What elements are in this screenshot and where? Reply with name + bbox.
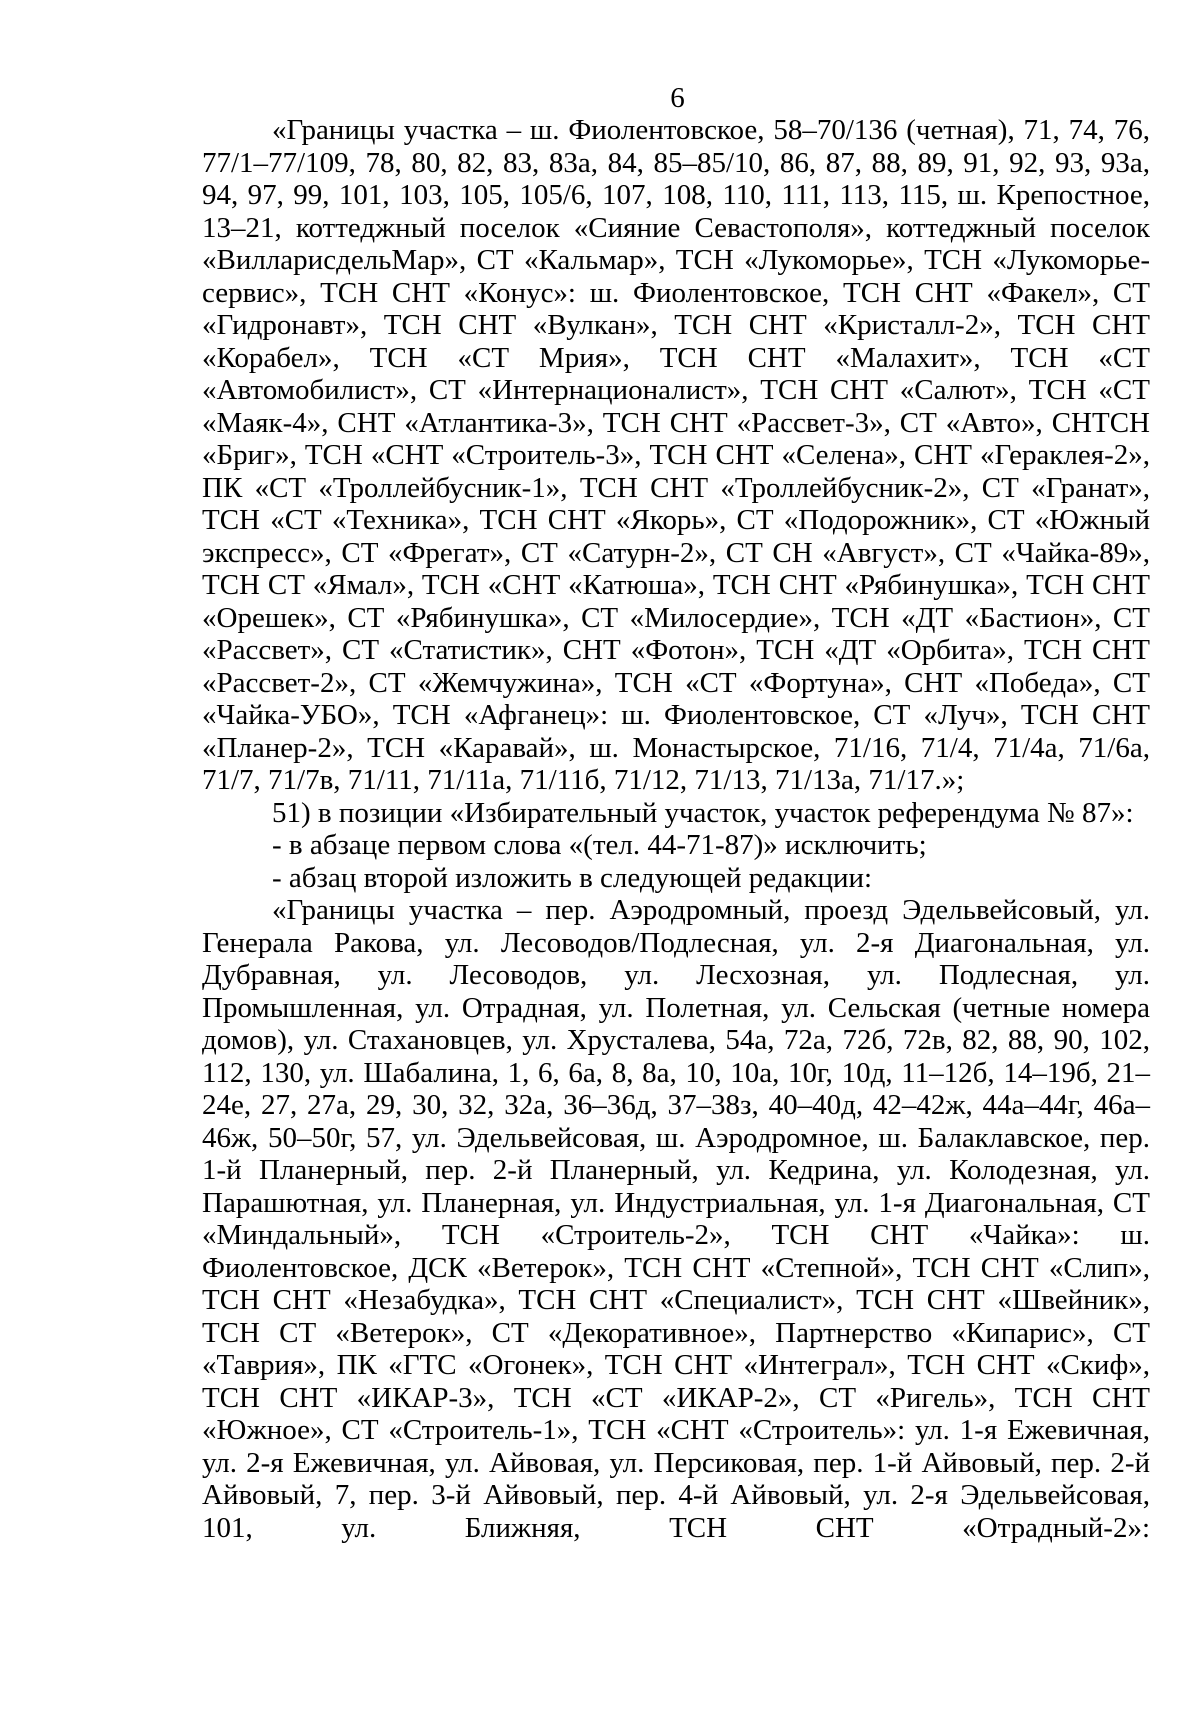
- paragraph-item-51: 51) в позиции «Избирательный участок, участок референдума № 87»:: [272, 796, 1134, 829]
- paragraph-boundaries-2: «Границы участка – пер. Аэродромный, проезд Эдельвейсовый, ул. Генерала Ракова, ул. Лесоводов/Подлесная, ул. 2-я Диагональная, ул. Дубравная, ул. Лесоводов, ул. Лесхозная, ул. Подлесная, ул. Промышленная, ул. Отрадная, ул. Полетная, ул. Сельская (четные номера домов), ул. Стахановцев, ул. Хрусталева, 54а, 72а, 72б, 72в, 82, 88, 90, 102, 112, 130, ул. Шабалина, 1, 6, 6а, 8, 8а, 10, 10а, 10г, 10д, 11–12б, 14–19б, 21–24е, 27, 27а, 29, 30, 32, 32а, 36–36д, 37–38з, 40–40д, 42–42ж, 44а–44г, 46а–46ж, 50–50г, 57, ул. Эдельвейсовая, ш. Аэродромное, ш. Балаклавское, пер. 1-й Планерный, пер. 2-й Планерный, ул. Кедрина, ул. Колодезная, ул. Парашютная, ул. Планерная, ул. Индустриальная, ул. 1-я Диагональная, СТ «Миндальный», ТСН «Строитель-2», ТСН СНТ «Чайка»: ш. Фиолентовское, ДСК «Ветерок», ТСН СНТ «Степной», ТСН СНТ «Слип», ТСН СНТ «Незабудка», ТСН СНТ «Специалист», ТСН СНТ «Швейник», ТСН СТ «Ветерок», СТ «Декоративное», Партнерство «Кипарис», СТ «Таврия», ПК «ГТС «Огонек», ТСН СНТ «Интеграл», ТСН СНТ «Скиф», ТСН СНТ «ИКАР-3», ТСН «СТ «ИКАР-2», СТ «Ригель», ТСН СНТ «Южное», СТ «Строитель-1», ТСН «СНТ «Строитель»: ул. 1-я Ежевичная, ул. 2-я Ежевичная, ул. Айвовая, ул. Персиковая, пер. 1-й Айвовый, пер. 2-й Айвовый, 7, пер. 3-й Айвовый, пер. 4-й Айвовый, ул. 2-я Эдельвейсовая, 101, ул. Ближняя, ТСН СНТ «Отрадный-2»:: [202, 894, 1150, 1544]
- page-number: 6: [670, 82, 685, 114]
- paragraph-second-amendment: - абзац второй изложить в следующей редакции:: [272, 861, 873, 894]
- document-body: [202, 114, 1150, 1544]
- paragraph-first-amendment: - в абзаце первом слова «(тел. 44-71-87)» исключить;: [272, 829, 927, 861]
- paragraph-boundaries-1: «Границы участка – ш. Фиолентовское, 58–70/136 (четная), 71, 74, 76, 77/1–77/109, 78, 80, 82, 83, 83а, 84, 85–85/10, 86, 87, 88, 89, 91, 92, 93, 93а, 94, 97, 99, 101, 103, 105, 105/6, 107, 108, 110, 111, 113, 115, ш. Крепостное, 13–21, коттеджный поселок «Сияние Севастополя», коттеджный поселок «ВилларисдельМар», СТ «Кальмар», ТСН «Лукоморье», ТСН «Лукоморье-сервис», ТСН СНТ «Конус»: ш. Фиолентовское, ТСН СНТ «Факел», СТ «Гидронавт», ТСН СНТ «Вулкан», ТСН СНТ «Кристалл-2», ТСН СНТ «Корабел», ТСН «СТ Мрия», ТСН СНТ «Малахит», ТСН «СТ «Автомобилист», СТ «Интернационалист», ТСН СНТ «Салют», ТСН «СТ «Маяк-4», СНТ «Атлантика-3», ТСН СНТ «Рассвет-3», СТ «Авто», СНТСН «Бриг», ТСН «СНТ «Строитель-3», ТСН СНТ «Селена», СНТ «Гераклея-2», ПК «СТ «Троллейбусник-1», ТСН СНТ «Троллейбусник-2», СТ «Гранат», ТСН «СТ «Техника», ТСН СНТ «Якорь», СТ «Подорожник», СТ «Южный экспресс», СТ «Фрегат», СТ «Сатурн-2», СТ СН «Август», СТ «Чайка-89», ТСН СТ «Ямал», ТСН «СНТ «Катюша», ТСН СНТ «Рябинушка», ТСН СНТ «Орешек», СТ «Рябинушка», СТ «Милосердие», ТСН «ДТ «Бастион», СТ «Рассвет», СТ «Статистик», СНТ «Фотон», ТСН «ДТ «Орбита», ТСН СНТ «Рассвет-2», СТ «Жемчужина», ТСН «СТ «Фортуна», СНТ «Победа», СТ «Чайка-УБО», ТСН «Афганец»: ш. Фиолентовское, СТ «Луч», ТСН СНТ «Планер-2», ТСН «Каравай», ш. Монастырское, 71/16, 71/4, 71/4а, 71/6а, 71/7, 71/7в, 71/11, 71/11а, 71/11б, 71/12, 71/13, 71/13а, 71/17.»;: [202, 114, 1150, 796]
